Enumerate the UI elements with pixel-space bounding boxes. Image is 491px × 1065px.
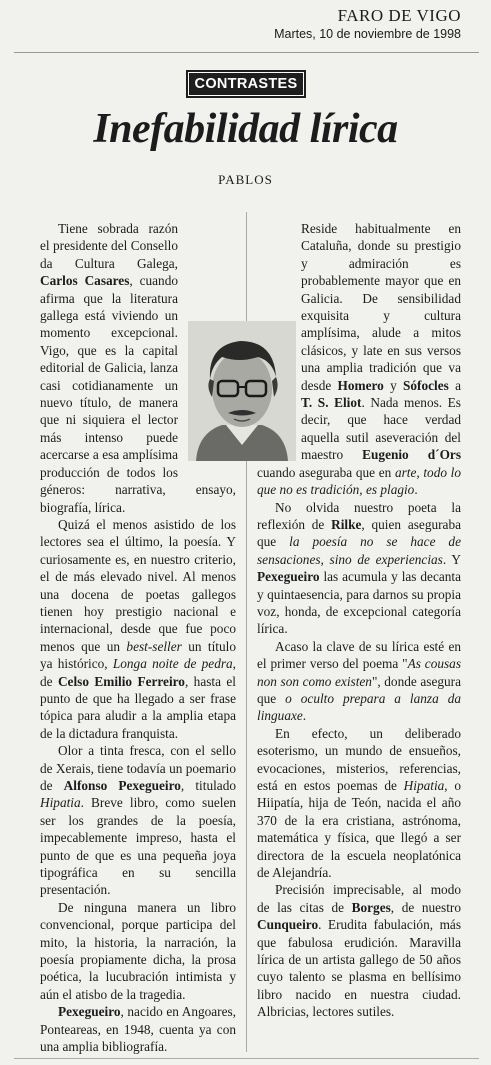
paragraph: Olor a tinta fresca, con el sello de Xerais, tiene todavía un poemario de Alfonso Pexegueiro, titulado Hipatia. Breve libro, como suelen ser los grandes de la poesía, impecablemente impreso, hasta el punto de que es una pequeña joya tipográfica en su sencilla presentación. (40, 743, 236, 898)
paragraph: En efecto, un deliberado esoterismo, un mundo de ensueños, evocaciones, misterios, referencias, está en estos poemas de Hipatia, o Hiipatía, hija de Teón, nacida el año 370 de la era cristiana, astrónoma, matemática y física, que llegó a ser directora de la escuela neoplatónica de Alejandría. (257, 725, 462, 881)
paragraph: Reside habitualmente en Cataluña, donde su prestigio y admiración es probablemente mayor que en Galicia. De sensibilidad exquisita y cultura amplísima, alude a mitos clásicos, y late en sus versos una amplia tradición que va desde Homero y Sófocles a T. S. Eliot. Nada menos. Es decir, que hace verdad aquella sutil aseveración del maestro Eugenio d´Ors cuando aseguraba que en arte, todo lo que no es tradición, es plagio. (257, 221, 462, 498)
issue-date: Martes, 10 de noviembre de 1998 (274, 27, 461, 41)
paragraph: Acaso la clave de su lírica esté en el primer verso del poema "As cousas non son como existen", donde asegura que o oculto prepara a lanza da linguaxe. (257, 638, 461, 724)
portrait-spacer (257, 308, 301, 458)
paragraph: De ninguna manera un libro convencional, porque participa del mito, la historia, la narración, la poesía propiamente dicha, la prosa poética, la lucubración intimista y aún el atisbo de la tragedia. (40, 899, 236, 1002)
paragraph: Pexegueiro, nacido en Angoares, Ponteareas, en 1948, cuenta ya con una amplia bibliografía. (40, 1004, 236, 1055)
footer-rule (14, 1058, 479, 1059)
section-label: CONTRASTES (186, 70, 306, 98)
masthead (274, 6, 461, 42)
header-rule (14, 52, 479, 53)
paragraph: Quizá el menos asistido de los lectores sea el último, la poesía. Y curiosamente es, en nuestro criterio, el de más elevado nivel. Al menos una docena de poetas gallegos tienen hoy prestigio nacional e internacional, desde que fue poco menos que un best-seller un título ya histórico, Longa noite de pedra, de Celso Emilio Ferreiro, hasta el punto de que ha llegado a ser frase tópica para aludir a la amplia etapa de la dictadura franquista. (40, 516, 236, 741)
article-headline: Inefabilidad lírica (93, 106, 398, 152)
newspaper-name: FARO DE VIGO (337, 6, 461, 25)
article-byline: PABLOS (218, 172, 273, 187)
paragraph: No olvida nuestro poeta la reflexión de Rilke, quien aseguraba que la poesía no se hace de sensaciones, sino de experiencias. Y Pexegueiro las acumula y las decanta y quintaesencia, para darnos su propia voz, honda, de excepcional categoría lírica. (257, 499, 461, 637)
paragraph: Tiene sobrada razón el presidente del Consello da Cultura Galega, Carlos Casares, cuando afirma que la literatura gallega está viviendo un momento excepcional. Vigo, que es la capital editorial de Galicia, lanza casi cotidianamente un nuevo título, de manera que ni siquiera el lector más intenso puede acercarse a esa amplísima producción de todos los géneros: narrativa, ensayo, biografía, lírica. (40, 221, 236, 515)
paragraph: Precisión imprecisable, al modo de las citas de Borges, de nuestro Cunqueiro. Erudita fabulación, más que fabulosa erudición. Maravilla lírica de un artista gallego de 50 años cuyo talento se plasma en bellísimo libro nacido en nuestra ciudad. Albricias, lectores sutiles. (257, 882, 461, 1020)
article-column-2 (257, 220, 461, 1021)
